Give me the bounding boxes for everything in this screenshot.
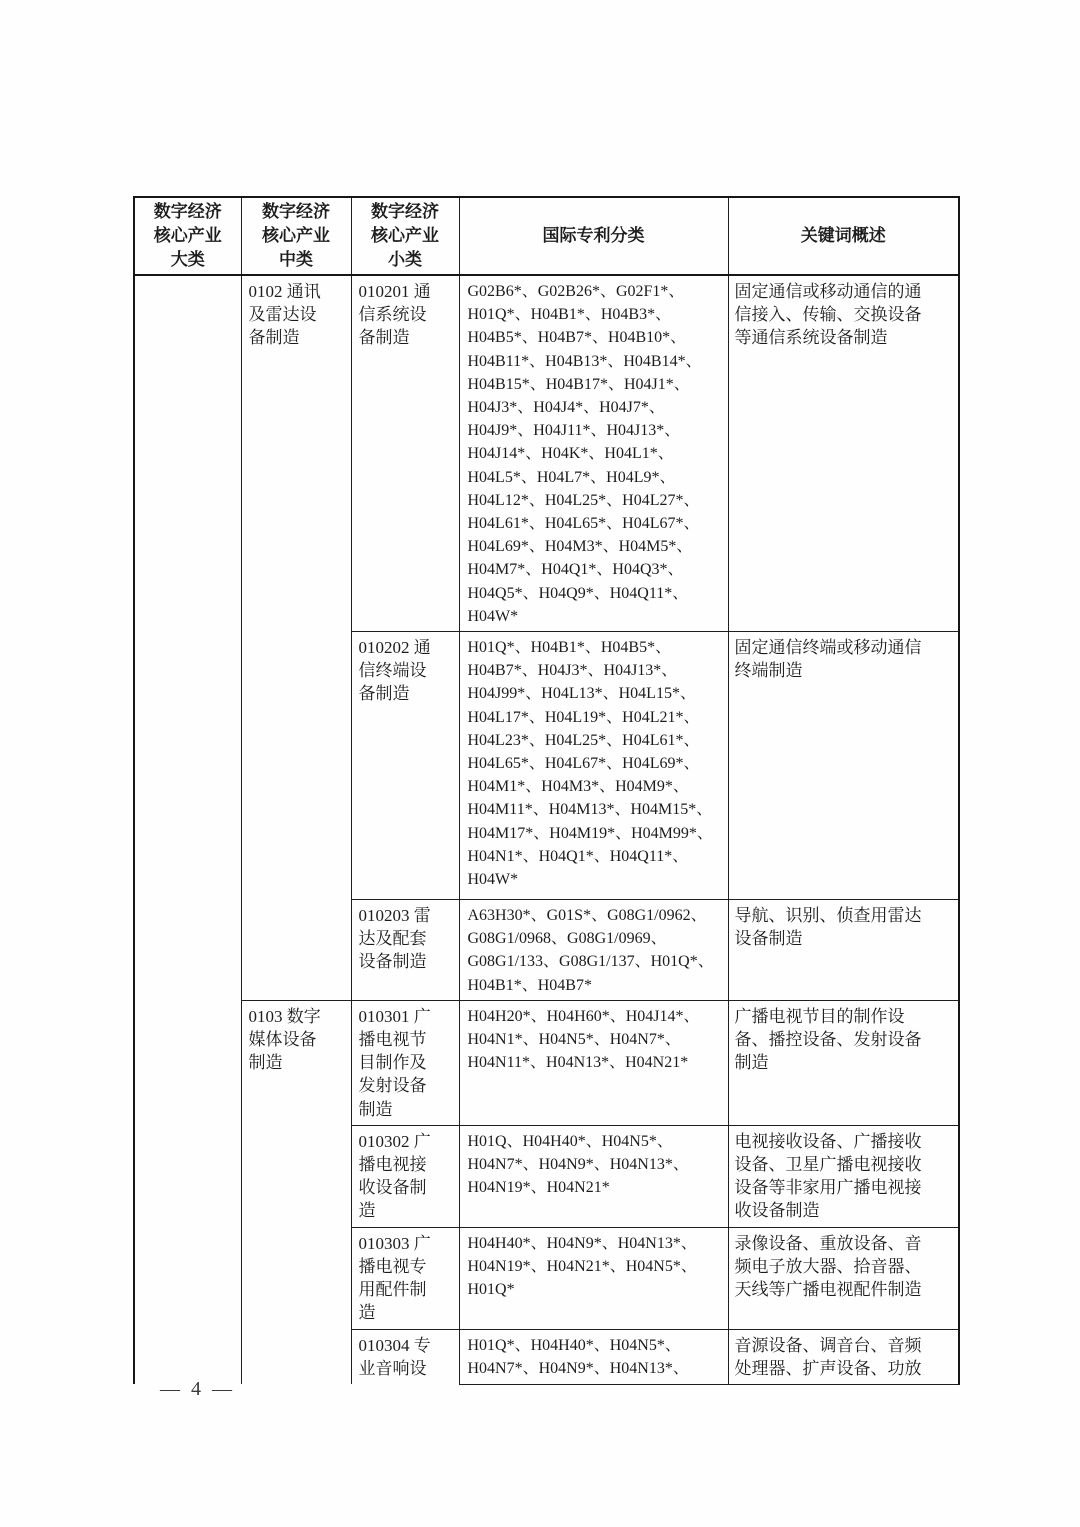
classification-table-container bbox=[133, 196, 961, 1378]
cell-keywords: 电视接收设备、广播接收 设备、卫星广播电视接收 设备等非家用广播电视接 收设备制造 bbox=[728, 1125, 959, 1227]
cell-minor-category: 010304 专 业音响设 bbox=[351, 1329, 459, 1384]
header-keywords: 关键词概述 bbox=[728, 197, 959, 275]
cell-middle-category: 0102 通讯 及雷达设 备制造 bbox=[241, 275, 351, 1000]
header-middle-category: 数字经济 核心产业 中类 bbox=[241, 197, 351, 275]
cell-minor-category: 010303 广 播电视专 用配件制 造 bbox=[351, 1227, 459, 1329]
cell-minor-category: 010201 通 信系统设 备制造 bbox=[351, 275, 459, 632]
cell-ipc-codes: H04H20*、H04H60*、H04J14*、 H04N1*、H04N5*、H04N7*、 H04N11*、H04N13*、H04N21* bbox=[459, 1000, 728, 1125]
cell-keywords: 音源设备、调音台、音频 处理器、扩声设备、功放 bbox=[728, 1329, 959, 1384]
cell-major-category bbox=[134, 275, 241, 1384]
header-minor-category: 数字经济 核心产业 小类 bbox=[351, 197, 459, 275]
cell-keywords: 固定通信或移动通信的通 信接入、传输、交换设备 等通信系统设备制造 bbox=[728, 275, 959, 632]
table-row bbox=[134, 275, 959, 632]
header-major-category: 数字经济 核心产业 大类 bbox=[134, 197, 241, 275]
page-number: — 4 — bbox=[160, 1378, 235, 1400]
cell-keywords: 导航、识别、侦查用雷达 设备制造 bbox=[728, 900, 959, 1001]
header-ipc: 国际专利分类 bbox=[459, 197, 728, 275]
classification-table bbox=[133, 196, 960, 1385]
cell-minor-category: 010203 雷 达及配套 设备制造 bbox=[351, 900, 459, 1001]
cell-minor-category: 010301 广 播电视节 目制作及 发射设备 制造 bbox=[351, 1000, 459, 1125]
cell-middle-category: 0103 数字 媒体设备 制造 bbox=[241, 1000, 351, 1384]
cell-ipc-codes: H01Q*、H04B1*、H04B5*、 H04B7*、H04J3*、H04J13*、 H04J99*、H04L13*、H04L15*、 H04L17*、H04L19*、H04L21*、 H04L23*、H04L25*、H04L61*、 H04L65*、H04L67*、H04L69*、 H04M1*、H04M3*、H04M9*、 H04M11*、H04M13*、H04M15*、 H04M17*、H04M19*、H04M99*、 H04N1*、H04Q1*、H04Q11*、 H04W* bbox=[459, 632, 728, 900]
cell-ipc-codes: H04H40*、H04N9*、H04N13*、 H04N19*、H04N21*、H04N5*、 H01Q* bbox=[459, 1227, 728, 1329]
cell-keywords: 录像设备、重放设备、音 频电子放大器、拾音器、 天线等广播电视配件制造 bbox=[728, 1227, 959, 1329]
cell-ipc-codes: H01Q、H04H40*、H04N5*、 H04N7*、H04N9*、H04N13*、 H04N19*、H04N21* bbox=[459, 1125, 728, 1227]
cell-minor-category: 010302 广 播电视接 收设备制 造 bbox=[351, 1125, 459, 1227]
cell-ipc-codes: A63H30*、G01S*、G08G1/0962、 G08G1/0968、G08G1/0969、 G08G1/133、G08G1/137、H01Q*、 H04B1*、H04B7* bbox=[459, 900, 728, 1001]
header-row bbox=[134, 197, 959, 275]
cell-ipc-codes: H01Q*、H04H40*、H04N5*、 H04N7*、H04N9*、H04N13*、 bbox=[459, 1329, 728, 1384]
cell-ipc-codes: G02B6*、G02B26*、G02F1*、 H01Q*、H04B1*、H04B3*、 H04B5*、H04B7*、H04B10*、 H04B11*、H04B13*、H04B14*、 H04B15*、H04B17*、H04J1*、 H04J3*、H04J4*、H04J7*、 H04J9*、H04J11*、H04J13*、 H04J14*、H04K*、H04L1*、 H04L5*、H04L7*、H04L9*、 H04L12*、H04L25*、H04L27*、 H04L61*、H04L65*、H04L67*、 H04L69*、H04M3*、H04M5*、 H04M7*、H04Q1*、H04Q3*、 H04Q5*、H04Q9*、H04Q11*、 H04W* bbox=[459, 275, 728, 632]
cell-keywords: 广播电视节目的制作设 备、播控设备、发射设备 制造 bbox=[728, 1000, 959, 1125]
cell-keywords: 固定通信终端或移动通信 终端制造 bbox=[728, 632, 959, 900]
cell-minor-category: 010202 通 信终端设 备制造 bbox=[351, 632, 459, 900]
table-row bbox=[134, 1000, 959, 1125]
